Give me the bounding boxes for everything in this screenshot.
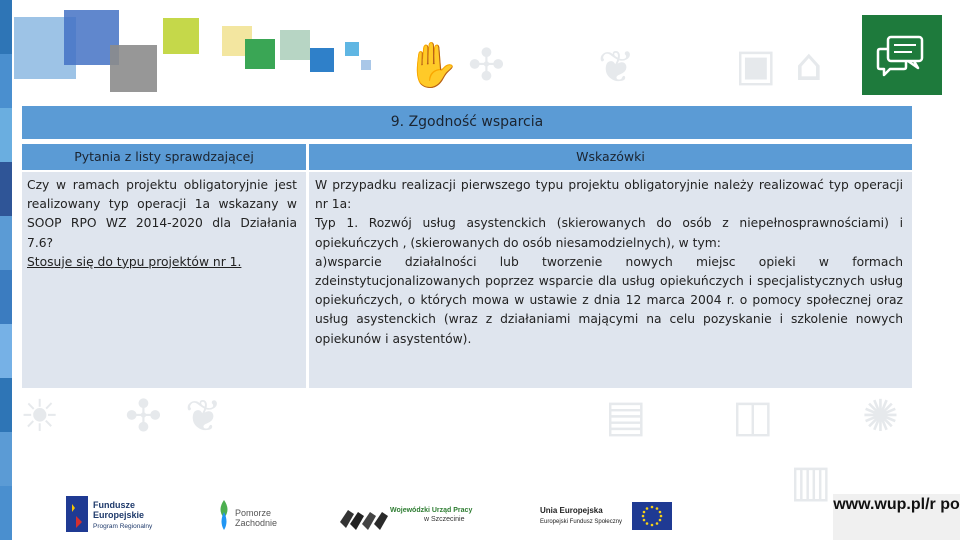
logo-ue-line1: Unia Europejska <box>540 506 603 515</box>
eu-funds-star-icon <box>66 496 88 532</box>
briefcase-icon: ▤ <box>605 391 647 442</box>
logo-ue-line2: Europejski Fundusz Społeczny <box>540 519 623 525</box>
logo-wup-line2: w Szczecinie <box>424 516 465 523</box>
leaves-icon: ❦ <box>185 391 222 442</box>
column-header-hints: Wskazówki <box>309 144 912 170</box>
chart-icon: ◫ <box>732 391 774 442</box>
chat-bubbles-icon <box>862 15 942 95</box>
logo-fe-line2: Europejskie <box>93 510 145 520</box>
pomorze-leaf-icon <box>215 498 233 532</box>
question-applies-to: Stosuje się do typu projektów nr 1. <box>27 254 242 269</box>
question-main: Czy w ramach projektu obligatoryjnie jest realizowany typ operacji 1a wskazany w SOOP RPO WZ 2014-2020 dla Działania 7.6? <box>27 178 297 250</box>
column-header-questions: Pytania z listy sprawdzającej <box>22 144 306 170</box>
logo-fe-line3: Program Regionalny <box>93 523 153 530</box>
section-title: 9. Zgodność wsparcia <box>22 106 912 139</box>
fundusze-europejskie-logo <box>66 494 166 534</box>
wind-turbine-icon: ✣ <box>125 391 162 442</box>
lightbulb-icon: ☀ <box>20 391 60 442</box>
train-icon: ▣ <box>735 40 777 91</box>
industry-icon: ⌂ <box>795 40 823 91</box>
eu-flag-icon <box>632 502 672 530</box>
atom-icon: ✺ <box>862 391 899 442</box>
fence-icon: ▥ <box>790 456 832 507</box>
question-text <box>27 176 297 272</box>
left-color-strip <box>0 0 12 540</box>
leaves-icon: ❦ <box>598 42 635 93</box>
website-url[interactable]: www.wup.pl/r po <box>833 494 960 540</box>
wup-szczecin-logo <box>338 494 478 534</box>
wind-turbine-icon: ✣ <box>468 40 505 91</box>
logo-fe-line1: Fundusze <box>93 500 135 510</box>
hint-paragraph: W przypadku realizacji pierwszego typu projektu obligatoryjnie należy realizować typ operacji nr 1a: <box>315 178 903 212</box>
hint-paragraph: Typ 1. Rozwój usług asystenckich (skierowanych do osób z niepełnosprawnościami) i opiekuńczych , (skierowanych do osób niesamodzielnych), w tym: <box>315 216 903 250</box>
wup-blocks-icon <box>338 500 390 532</box>
handshake-icon: ✋ <box>405 40 460 91</box>
logo-pz-line1: Pomorze <box>235 508 272 518</box>
unia-europejska-logo <box>540 494 675 534</box>
logo-wup-line1: Wojewódzki Urząd Pracy <box>390 507 473 514</box>
pomorze-zachodnie-logo <box>215 494 285 534</box>
hints-text <box>315 176 903 349</box>
logo-pz-line2: Zachodnie <box>235 518 278 528</box>
hint-paragraph: a)wsparcie działalności lub tworzenie nowych miejsc opieki w formach zdeinstytucjonalizowanych poprzez wsparcie dla usług opiekuńczych i specjalistycznych usług opiekuńczych, o których mowa w ustawie z dnia 12 marca 2004 r. o pomocy społecznej oraz usług asystenckich (wraz z działaniami mającymi na celu pozyskanie i szkolenie nowych opiekunów i asystentów). <box>315 254 903 346</box>
